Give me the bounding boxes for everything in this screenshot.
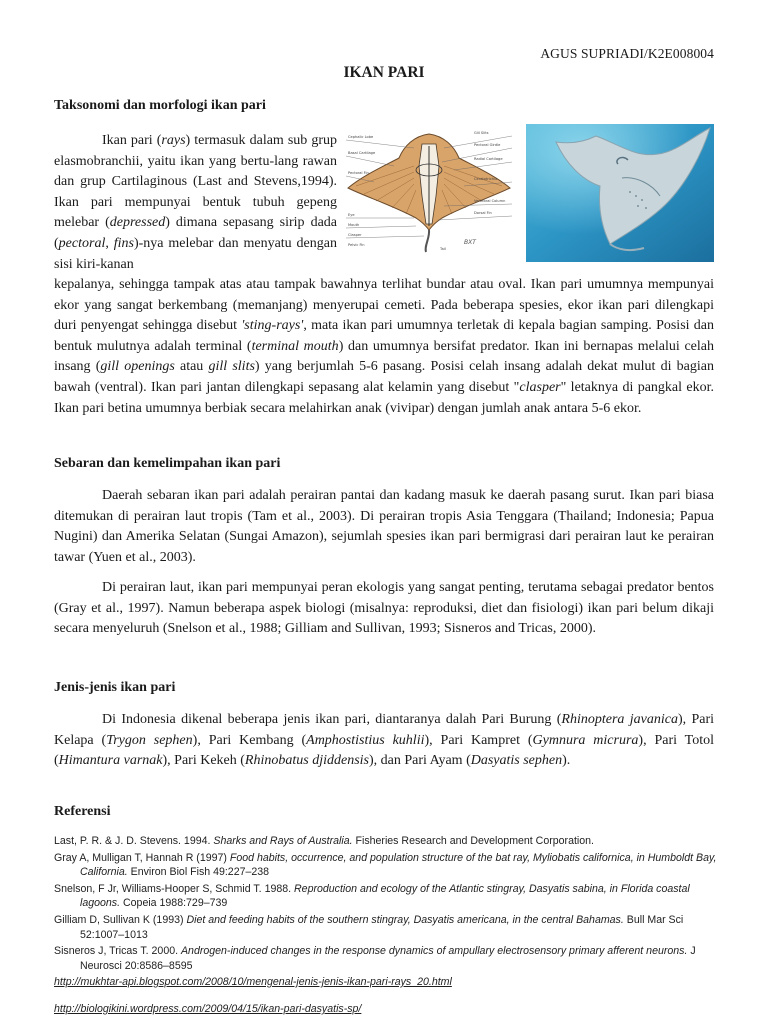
- diagram-label: Eye: [348, 213, 355, 217]
- paragraph-sebaran-1: Daerah sebaran ikan pari adalah perairan pantai dan kadang masuk ke daerah pasang surut. Ikan pari biasa ditemukan di perairan laut tropis (Tam et al., 2003). Di perairan tropis Asia Tenggara (Thailand; Indonesia; Papua Nugini) dan Amerika Selatan (Sungai Amazon), sejumlah spesies ikan pari bermigrasi dari perairan laut ke perairan tawar (Yuen et al., 2003).: [54, 488, 714, 565]
- reference-item: Gilliam D, Sullivan K (1993) Diet and feeding habits of the southern stingray, Dasyatis americana, in the central Bahamas. Bull Mar Sci 52:1007–1013: [54, 913, 684, 941]
- diagram-label: Mouth: [348, 223, 360, 227]
- paragraph-taksonomi-intro: Ikan pari (rays) termasuk dalam sub grup elasmobranchii, yaitu ikan yang bertu-lang rawan dan grup Cartilaginous (Last and Stevens,1994). Ikan pari mempunyai bentuk tubuh gepeng melebar (depressed) dimana sepasang sirip dada (pectoral, fins)-nya melebar dan menyatu dengan sisi kiri-kanan: [54, 133, 338, 272]
- paragraph-jenis: Di Indonesia dikenal beberapa jenis ikan pari, diantaranya dalah Pari Burung (Rhinoptera javanica), Pari Kelapa (Trygon sephen), Pari Kembang (Amphostistius kuhlii), Pari Kampret (Gymnura micrura), Pari Totol (Himantura varnak), Pari Kekeh (Rhinobatus djiddensis), dan Pari Ayam (Dasyatis sephen).: [54, 712, 714, 769]
- section-heading-referensi: Referensi: [54, 804, 111, 819]
- diagram-label: Cephalic Lobe: [348, 135, 374, 139]
- reference-item: Sisneros J, Tricas T. 2000. Androgen-induced changes in the response dynamics of ampullary electrosensory primary afferent neurons. J Neurosci 20:8586–8595: [54, 945, 696, 972]
- diagram-label: Radial Cartilage: [474, 157, 503, 161]
- diagram-label: Gill Slits: [474, 131, 489, 135]
- diagram-label: Clasper: [348, 233, 362, 237]
- reference-link-mukhtar[interactable]: http://mukhtar-api.blogspot.com/2008/10/mengenal-jenis-jenis-ikan-pari-rays_20.html: [54, 976, 452, 988]
- section-heading-sebaran: Sebaran dan kemelimpahan ikan pari: [54, 456, 281, 471]
- paragraph-taksonomi-continued: kepalanya, sehingga tampak atas atau tampak bawahnya terlihat bundar atau oval. Ikan pari umumnya mempunyai ekor yang sangat berkembang (memanjang) menyerupai cemeti. Pada beberapa spesies, ekor ikan pari dilengkapi duri penyengat sehingga disebut 'sting-rays', mata ikan pari umumnya terletak di kepala bagian samping. Posisi dan bentuk mulutnya adalah terminal (terminal mouth) dan umumnya bersifat predator. Ikan ini bernapas melalui celah insang (gill openings atau gill slits) yang berjumlah 5-6 pasang. Posisi celah insang adalah dekat mulut di bagian bawah (ventral). Ikan pari jantan dilengkapi sepasang alat kelamin yang disebut "clasper" letaknya di pangkal ekor. Ikan pari betina umumnya berbiak secara melahirkan anak (vivipar) dengan jumlah anak antara 5-6 ekor.: [54, 277, 715, 416]
- manta-ray-photo: [526, 124, 714, 262]
- page-title: IKAN PARI: [343, 64, 425, 81]
- diagram-label: Vertebral Column: [474, 199, 506, 203]
- diagram-label: Basal Cartilage: [348, 151, 376, 155]
- reference-item: Snelson, F Jr, Williams-Hooper S, Schmid T. 1988. Reproduction and ecology of the Atlantic stingray, Dasyatis sabina, in Florida coastal lagoons. Copeia 1988:729–739: [54, 882, 690, 910]
- section-heading-taksonomi: Taksonomi dan morfologi ikan pari: [54, 98, 266, 113]
- diagram-stamp: BXT: [464, 239, 476, 246]
- section-heading-jenis: Jenis-jenis ikan pari: [54, 680, 176, 695]
- diagram-label: Pectoral Fin: [348, 171, 369, 175]
- diagram-label: Pectoral Girdle: [474, 143, 501, 147]
- diagram-label: Tail: [440, 247, 446, 251]
- diagram-label: Pelvic Fin: [348, 243, 365, 247]
- reference-item: Last, P. R. & J. D. Stevens. 1994. Sharks and Rays of Australia. Fisheries Research and Development Corporation.: [54, 835, 594, 847]
- author-header: AGUS SUPRIADI/K2E008004: [540, 46, 714, 61]
- diagram-label: Dorsal Fin: [474, 211, 492, 215]
- reference-list: [54, 834, 726, 975]
- reference-link-biologikini[interactable]: http://biologikini.wordpress.com/2009/04/15/ikan-pari-dasyatis-sp/: [54, 1003, 362, 1015]
- diagram-label: Ceratotrichia: [474, 177, 498, 181]
- reference-item: Gray A, Mulligan T, Hannah R (1997) Food habits, occurrence, and population structure of the bat ray, Myliobatis californica, in Humboldt Bay, California. Environ Biol Fish 49:227–238: [54, 851, 717, 879]
- ray-anatomy-diagram: [344, 126, 514, 256]
- paragraph-sebaran-2: Di perairan laut, ikan pari mempunyai peran ekologis yang sangat penting, terutama sebagai predator bentos (Gray et al., 1997). Namun beberapa aspek biologi (misalnya: reproduksi, diet dan fisiologi) ikan pari belum dikaji secara menyeluruh (Snelson et al., 1988; Gilliam and Sullivan, 1993; Sisneros and Tricas, 2000).: [54, 580, 714, 637]
